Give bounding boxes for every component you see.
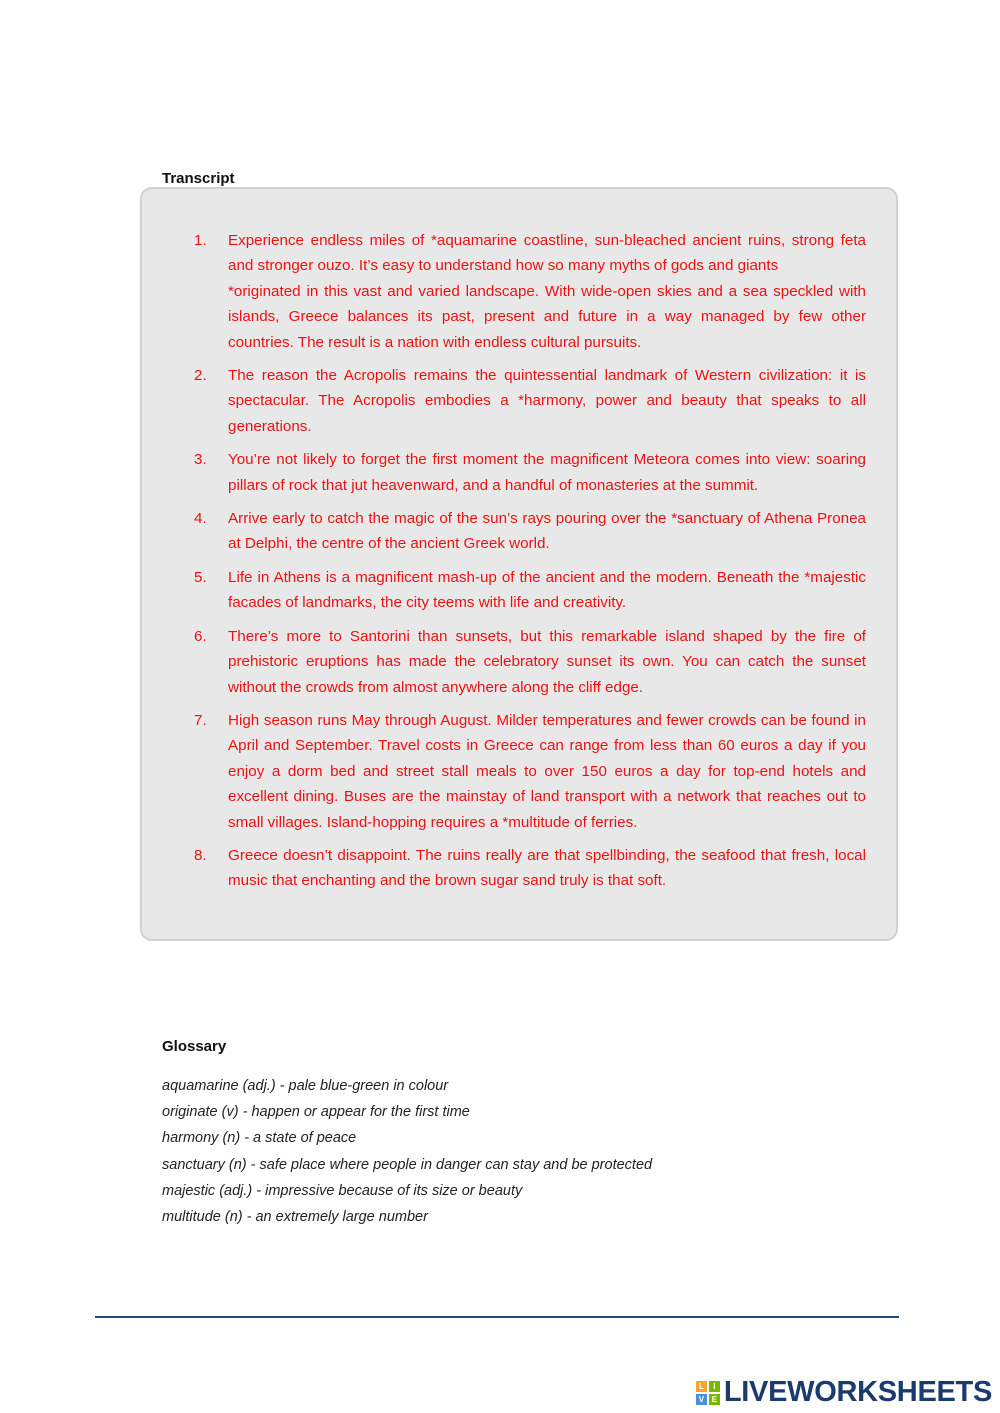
glossary-entry: multitude (n) - an extremely large number bbox=[162, 1209, 428, 1226]
item-text: There’s more to Santorini than sunsets, but this remarkable island shaped by the fire of prehistoric eruptions has made the celebratory sunset its own. You can catch the sunset without the crowds from almost anywhere along the cliff edge. bbox=[228, 627, 866, 696]
glossary-entry: aquamarine (adj.) - pale blue-green in colour bbox=[162, 1078, 449, 1094]
transcript-list bbox=[194, 228, 866, 902]
item-text: Life in Athens is a magnificent mash-up of the ancient and the modern. Beneath the *majestic facades of landmarks, the city teems with life and creativity. bbox=[228, 568, 866, 612]
item-continuation: *originated in this vast and varied landscape. With wide-open skies and a sea speckled with islands, Greece balances its past, present and future in a way managed by few other countries. The result is a nation with endless cultural pursuits. bbox=[228, 282, 866, 351]
brand-logo bbox=[696, 1376, 992, 1409]
transcript-item bbox=[194, 565, 866, 616]
item-number: 3. bbox=[194, 451, 207, 469]
transcript-item bbox=[194, 708, 866, 835]
logo-letter: I bbox=[709, 1381, 720, 1392]
item-number: 4. bbox=[194, 510, 207, 528]
brand-mark-icon bbox=[696, 1381, 720, 1405]
transcript-item bbox=[194, 228, 866, 355]
item-text: High season runs May through August. Milder temperatures and fewer crowds can be found in April and September. Travel costs in Greece can range from less than 60 euros a day if you enjoy a dorm bed and street stall meals to over 150 euros a day for top-end hotels and excellent dining. Buses are the mainstay of land transport with a network that reaches out to small villages. Island-hopping requires a *multitude of ferries. bbox=[228, 711, 866, 831]
item-number: 6. bbox=[194, 627, 207, 645]
transcript-item bbox=[194, 506, 866, 557]
glossary-entry: originate (v) - happen or appear for the first time bbox=[162, 1104, 470, 1121]
transcript-item bbox=[194, 447, 866, 498]
glossary-entry: sanctuary (n) - safe place where people in danger can stay and be protected bbox=[162, 1156, 653, 1173]
glossary-list bbox=[162, 1073, 652, 1230]
transcript-item bbox=[194, 624, 866, 700]
logo-letter: L bbox=[696, 1381, 707, 1392]
logo-letter: V bbox=[696, 1394, 707, 1405]
item-number: 7. bbox=[194, 711, 207, 729]
transcript-heading: Transcript bbox=[162, 170, 235, 187]
glossary-entry: majestic (adj.) - impressive because of its size or beauty bbox=[162, 1182, 523, 1199]
item-text: Arrive early to catch the magic of the sun’s rays pouring over the *sanctuary of Athena Pronea at Delphi, the centre of the ancient Greek world. bbox=[228, 510, 866, 553]
item-text: Greece doesn’t disappoint. The ruins really are that spellbinding, the seafood that fresh, local music that enchanting and the brown sugar sand truly is that soft. bbox=[228, 846, 866, 890]
item-number: 5. bbox=[194, 568, 207, 586]
item-text: The reason the Acropolis remains the quintessential landmark of Western civilization: it is spectacular. The Acropolis embodies a *harmony, power and beauty that speaks to all generations. bbox=[228, 367, 866, 435]
item-number: 8. bbox=[194, 846, 207, 864]
item-number: 2. bbox=[194, 367, 207, 385]
item-text: Experience endless miles of *aquamarine coastline, sun-bleached ancient ruins, strong feta and stronger ouzo. It’s easy to understand how so many myths of gods and giants bbox=[228, 232, 866, 275]
glossary-heading: Glossary bbox=[162, 1038, 227, 1055]
item-text: You’re not likely to forget the first moment the magnificent Meteora comes into view: soaring pillars of rock that jut heavenward, and a handful of monasteries at the summit. bbox=[228, 451, 866, 494]
footer-divider bbox=[95, 1316, 899, 1318]
brand-name: LIVEWORKSHEETS bbox=[723, 1376, 992, 1408]
glossary-entry: harmony (n) - a state of peace bbox=[162, 1130, 357, 1147]
logo-letter: E bbox=[709, 1394, 720, 1405]
item-number: 1. bbox=[194, 232, 207, 249]
transcript-item bbox=[194, 363, 866, 439]
transcript-item bbox=[194, 843, 866, 894]
